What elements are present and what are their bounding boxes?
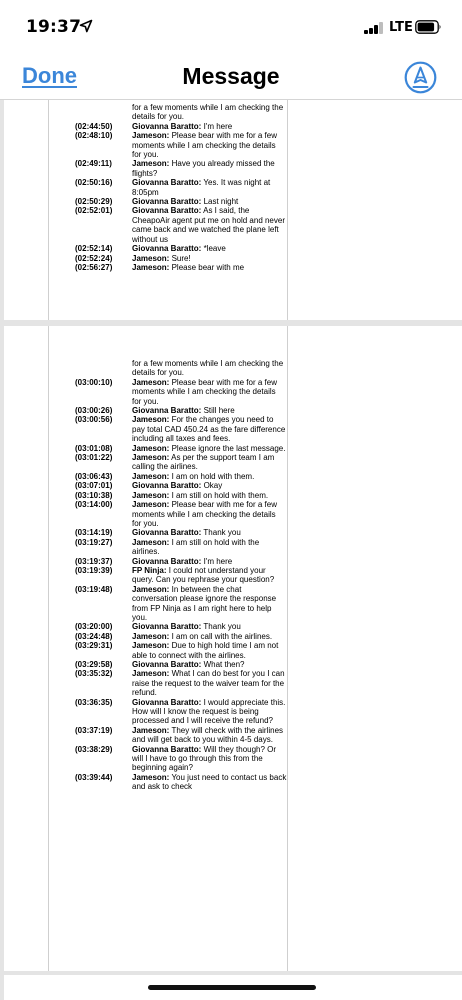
message-body	[132, 632, 287, 641]
message-sender: Jameson:	[132, 262, 170, 272]
chat-message-row	[4, 359, 462, 378]
chat-message-row	[4, 566, 462, 585]
message-body	[132, 745, 287, 773]
message-sender: Jameson:	[132, 500, 170, 510]
message-timestamp: (03:35:32)	[75, 669, 113, 679]
message-text: In between the chat conversation please ignore the response from FP Ninja as I am right here to help you.	[132, 584, 277, 622]
chat-message-row	[4, 622, 462, 631]
message-sender: Jameson:	[132, 584, 170, 594]
chat-message-row	[4, 178, 462, 197]
message-text: Yes. It was night at 8:05pm	[132, 178, 271, 197]
chat-message-row	[4, 453, 462, 472]
message-body	[132, 244, 287, 253]
message-sender: Giovanna Baratto:	[132, 528, 202, 538]
message-body	[132, 528, 287, 537]
message-body	[132, 726, 287, 745]
battery-icon	[415, 20, 442, 34]
message-body	[132, 669, 287, 697]
message-timestamp: (03:19:39)	[75, 565, 113, 575]
message-sender: Jameson:	[132, 415, 170, 425]
markup-pen-icon[interactable]	[404, 61, 437, 94]
message-text: Last night	[203, 197, 239, 207]
chat-message-row	[4, 197, 462, 206]
message-sender: Jameson:	[132, 772, 170, 782]
message-body	[132, 453, 287, 472]
chat-message-row	[4, 726, 462, 745]
message-body	[132, 359, 287, 378]
document-page-1[interactable]	[4, 100, 462, 320]
navigation-bar	[0, 52, 462, 100]
message-text: Please bear with me for a few moments while I am checking the details for you.	[132, 131, 277, 160]
message-body	[132, 159, 287, 178]
message-timestamp: (03:19:27)	[75, 537, 113, 547]
message-timestamp: (03:29:58)	[75, 660, 113, 669]
chat-message-row	[4, 244, 462, 253]
message-sender: Giovanna Baratto:	[132, 660, 202, 669]
message-body	[132, 122, 287, 131]
message-text: I'm here	[203, 556, 233, 566]
message-text: I am still on hold with them.	[171, 490, 269, 500]
nav-title: Message	[182, 63, 280, 89]
message-sender: Jameson:	[132, 453, 170, 463]
message-sender: Giovanna Baratto:	[132, 481, 202, 491]
chat-transcript-page-2	[4, 359, 462, 792]
message-sender: Jameson:	[132, 131, 170, 141]
chat-message-row	[4, 660, 462, 669]
message-text: What then?	[203, 660, 245, 669]
chat-message-row	[4, 254, 462, 263]
message-timestamp: (03:38:29)	[75, 744, 113, 754]
message-text: Thank you	[203, 622, 241, 632]
message-body	[132, 660, 287, 669]
message-body	[132, 206, 287, 244]
message-text: for a few moments while I am checking the details for you.	[132, 103, 284, 122]
message-text: As I said, the CheapoAir agent put me on hold and never came back and we watched the plane left without us	[132, 206, 285, 244]
message-text: Due to high hold time I am not able to connect with the airlines.	[132, 641, 279, 660]
message-timestamp: (03:36:35)	[75, 697, 113, 707]
chat-message-row	[4, 500, 462, 528]
message-body	[132, 178, 287, 197]
message-sender: Giovanna Baratto:	[132, 406, 202, 416]
message-text: I am on call with the airlines.	[171, 631, 273, 641]
message-text: Will they though? Or will I have to go through this from the beginning again?	[132, 744, 277, 773]
message-timestamp: (03:39:44)	[75, 772, 113, 782]
chat-transcript-page-1	[4, 103, 462, 272]
message-text: Thank you	[203, 528, 241, 538]
message-text: Please bear with me for a few moments while I am checking the details for you.	[132, 377, 277, 406]
message-body	[132, 622, 287, 631]
message-text: For the changes you need to pay total CAD 450.24 as the fare difference including all taxes and fees.	[132, 415, 286, 444]
message-body	[132, 538, 287, 557]
message-body	[132, 481, 287, 490]
message-text: I am on hold with them.	[171, 471, 255, 481]
message-body	[132, 698, 287, 726]
message-timestamp: (03:14:00)	[75, 500, 113, 510]
message-text: Still here	[203, 406, 235, 416]
message-text: Okay	[203, 481, 223, 491]
message-sender: Giovanna Baratto:	[132, 244, 202, 254]
message-timestamp: (03:00:56)	[75, 415, 113, 425]
chat-message-row	[4, 415, 462, 443]
document-page-2[interactable]	[4, 326, 462, 971]
message-sender: Jameson:	[132, 490, 170, 500]
message-body	[132, 197, 287, 206]
chat-message-row	[4, 122, 462, 131]
chat-message-row	[4, 557, 462, 566]
chat-message-row	[4, 378, 462, 406]
chat-message-row	[4, 632, 462, 641]
chat-message-row	[4, 444, 462, 453]
chat-message-row	[4, 472, 462, 481]
home-indicator[interactable]	[148, 985, 316, 990]
message-timestamp: (03:01:08)	[75, 443, 113, 453]
message-text: Please bear with me	[171, 262, 245, 272]
message-timestamp: (02:50:16)	[75, 178, 113, 188]
message-timestamp: (02:52:24)	[75, 253, 113, 263]
message-text: Sure!	[171, 253, 191, 263]
message-text: Please bear with me for a few moments while I am checking the details for you.	[132, 500, 277, 528]
message-text: Have you already missed the flights?	[132, 159, 275, 178]
message-sender: Giovanna Baratto:	[132, 622, 202, 632]
message-timestamp: (02:48:10)	[75, 131, 113, 141]
message-timestamp: (02:52:01)	[75, 206, 113, 216]
message-sender: Jameson:	[132, 725, 170, 735]
status-bar	[0, 0, 462, 52]
message-timestamp: (02:49:11)	[75, 159, 112, 169]
message-sender: Jameson:	[132, 159, 170, 169]
chat-message-row	[4, 585, 462, 623]
message-sender: Jameson:	[132, 669, 170, 679]
message-sender: Jameson:	[132, 253, 170, 263]
chat-message-row	[4, 773, 462, 792]
message-body	[132, 585, 287, 623]
message-timestamp: (03:24:48)	[75, 631, 113, 641]
message-sender: Giovanna Baratto:	[132, 178, 202, 188]
message-body	[132, 472, 287, 481]
message-sender: Jameson:	[132, 641, 170, 651]
message-body	[132, 566, 287, 585]
status-time: 19:37	[26, 17, 82, 37]
message-sender: Giovanna Baratto:	[132, 206, 202, 216]
chat-message-row	[4, 538, 462, 557]
message-text: *leave	[203, 244, 226, 254]
message-timestamp: (03:20:00)	[75, 622, 113, 632]
cellular-signal-icon	[364, 22, 384, 34]
chat-message-row	[4, 481, 462, 490]
message-body	[132, 641, 287, 660]
message-body	[132, 254, 287, 263]
message-body	[132, 500, 287, 528]
message-sender: Giovanna Baratto:	[132, 744, 202, 754]
message-body	[132, 415, 287, 443]
message-timestamp: (03:29:31)	[75, 641, 113, 651]
message-timestamp: (03:19:48)	[75, 584, 113, 594]
chat-message-row	[4, 491, 462, 500]
message-text: I am still on hold with the airlines.	[132, 537, 260, 557]
message-timestamp: (03:14:19)	[75, 528, 113, 538]
message-timestamp: (03:06:43)	[75, 471, 113, 481]
message-sender: Jameson:	[132, 631, 170, 641]
chat-message-row	[4, 641, 462, 660]
message-sender: Jameson:	[132, 537, 170, 547]
message-body	[132, 103, 287, 122]
message-text: I'm here	[203, 121, 233, 131]
message-text: What I can do best for you I can raise the request to the waiver team for the refund.	[132, 669, 285, 698]
location-arrow-icon	[79, 19, 93, 33]
message-timestamp: (02:44:50)	[75, 121, 113, 131]
done-button[interactable]: Done	[22, 63, 77, 88]
message-timestamp: (03:10:38)	[75, 490, 113, 500]
message-timestamp: (03:07:01)	[75, 481, 113, 491]
message-sender: Giovanna Baratto:	[132, 197, 202, 207]
message-timestamp: (02:50:29)	[75, 197, 113, 207]
message-timestamp: (03:00:10)	[75, 377, 113, 387]
message-timestamp: (02:56:27)	[75, 262, 113, 272]
message-sender: Jameson:	[132, 471, 170, 481]
message-body	[132, 557, 287, 566]
chat-message-row	[4, 528, 462, 537]
message-body	[132, 491, 287, 500]
message-sender: Jameson:	[132, 443, 170, 453]
message-body	[132, 406, 287, 415]
chat-message-row	[4, 745, 462, 773]
message-body	[132, 444, 287, 453]
chat-message-row	[4, 263, 462, 272]
message-text: Please ignore the last message.	[171, 443, 286, 453]
message-timestamp: (03:37:19)	[75, 725, 113, 735]
chat-message-row	[4, 698, 462, 726]
message-sender: Giovanna Baratto:	[132, 556, 202, 566]
message-body	[132, 263, 287, 272]
message-timestamp: (03:19:37)	[75, 556, 113, 566]
message-body	[132, 378, 287, 406]
message-sender: Giovanna Baratto:	[132, 121, 202, 131]
network-type: LTE	[389, 20, 413, 35]
message-text: I could not understand your query. Can you rephrase your question?	[132, 565, 275, 585]
message-timestamp: (02:52:14)	[75, 244, 113, 254]
chat-message-row	[4, 406, 462, 415]
chat-message-row	[4, 131, 462, 159]
message-text: for a few moments while I am checking the details for you.	[132, 359, 284, 378]
message-body	[132, 131, 287, 159]
chat-message-row	[4, 103, 462, 122]
message-body	[132, 773, 287, 792]
message-sender: FP Ninja:	[132, 565, 167, 575]
chat-message-row	[4, 206, 462, 244]
message-text: You just need to contact us back and ask to check	[132, 772, 287, 792]
message-text: As per the support team I am calling the airlines.	[132, 453, 275, 472]
message-sender: Giovanna Baratto:	[132, 697, 202, 707]
message-text: They will check with the airlines and will get back to you within 4-5 days.	[132, 725, 284, 745]
chat-message-row	[4, 159, 462, 178]
message-text: I would appreciate this. How will I know the request is being processed and I will receive the refund?	[132, 697, 286, 726]
message-sender: Jameson:	[132, 377, 170, 387]
message-timestamp: (03:00:26)	[75, 406, 113, 416]
chat-message-row	[4, 669, 462, 697]
message-timestamp: (03:01:22)	[75, 453, 113, 463]
